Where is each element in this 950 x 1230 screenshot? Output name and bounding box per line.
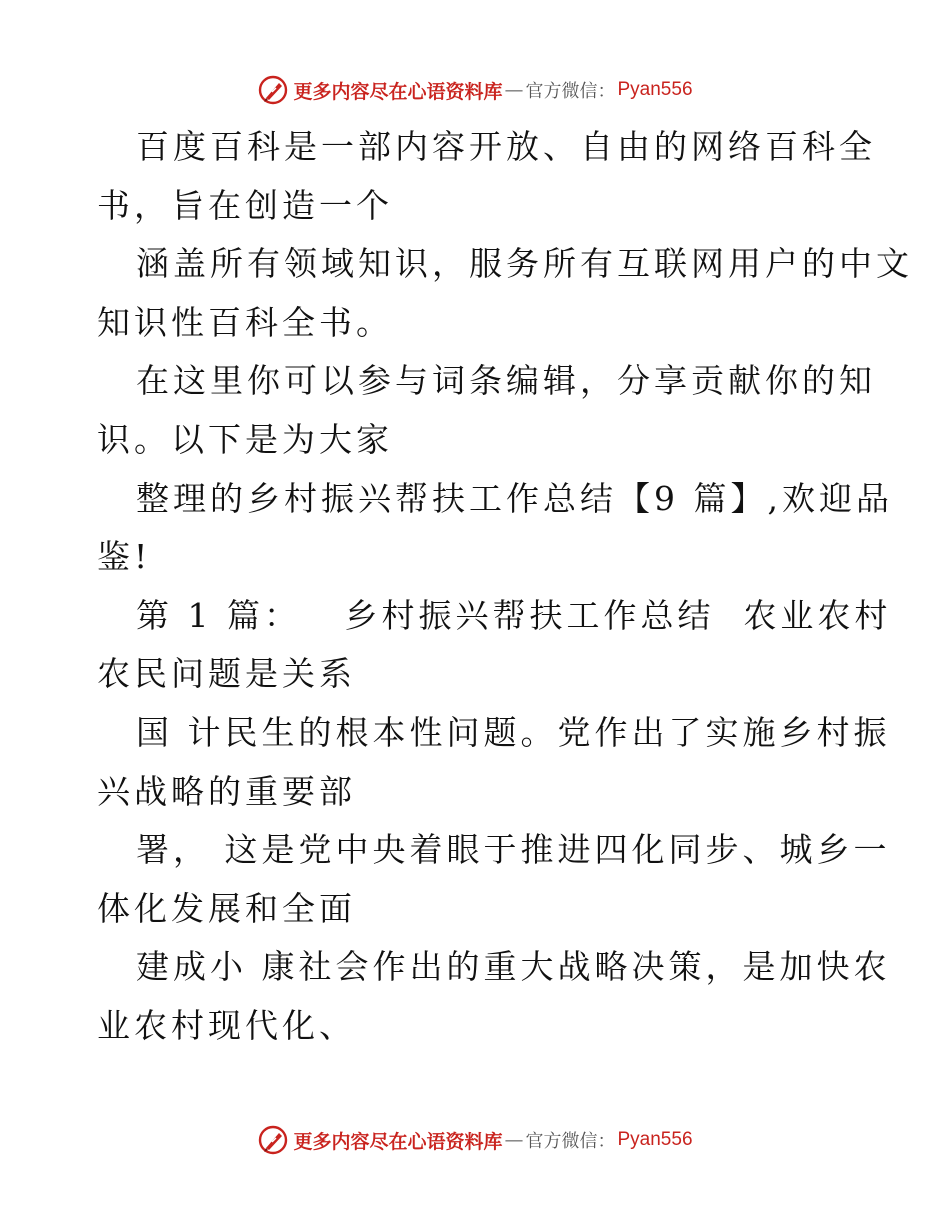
header-watermark-banner (0, 70, 950, 110)
banner-wechat-label: 官方微信： (525, 1131, 616, 1152)
document-body (97, 118, 913, 1056)
banner-wechat-id: Pyan556 (617, 1129, 693, 1150)
text-line: 体化发展和全面 (97, 888, 356, 928)
banner-title: 更多内容尽在心语资料库 (293, 80, 503, 103)
text-line: 农民问题是关系 (97, 654, 356, 694)
text-line: 建成小 康社会作出的重大战略决策，是加快农 (136, 947, 891, 987)
banner-wechat-id: Pyan556 (617, 79, 693, 100)
text-line: 业农村现代化、 (97, 1005, 356, 1045)
text-line: 第 1 篇： 乡村振兴帮扶工作总结 农业农村 (136, 595, 892, 635)
text-line: 百度百科是一部内容开放、自由的网络百科全 (136, 127, 876, 166)
quill-pen-logo-icon (257, 74, 289, 106)
banner-title: 更多内容尽在心语资料库 (293, 1130, 503, 1153)
banner-separator: — (504, 79, 524, 101)
text-line: 国 计民生的根本性问题。党作出了实施乡村振 (136, 712, 891, 752)
text-line: 鉴! (97, 537, 152, 577)
banner-separator: — (504, 1129, 524, 1151)
quill-pen-logo-icon (257, 1124, 289, 1156)
text-line: 署， 这是党中央着眼于推进四化同步、城乡一 (136, 830, 891, 870)
text-line: 在这里你可以参与词条编辑，分享贡献你的知 (136, 361, 876, 401)
footer-watermark-banner (0, 1120, 950, 1160)
text-line: 涵盖所有领域知识，服务所有互联网用户的中文 (136, 244, 913, 284)
text-line: 整理的乡村振兴帮扶工作总结【9 篇】,欢迎品 (136, 478, 893, 518)
text-line: 兴战略的重要部 (97, 771, 356, 811)
text-line: 识。以下是为大家 (97, 419, 393, 459)
text-line: 书，旨在创造一个 (97, 185, 393, 225)
banner-wechat-label: 官方微信： (525, 81, 616, 102)
text-line: 知识性百科全书。 (97, 302, 393, 342)
